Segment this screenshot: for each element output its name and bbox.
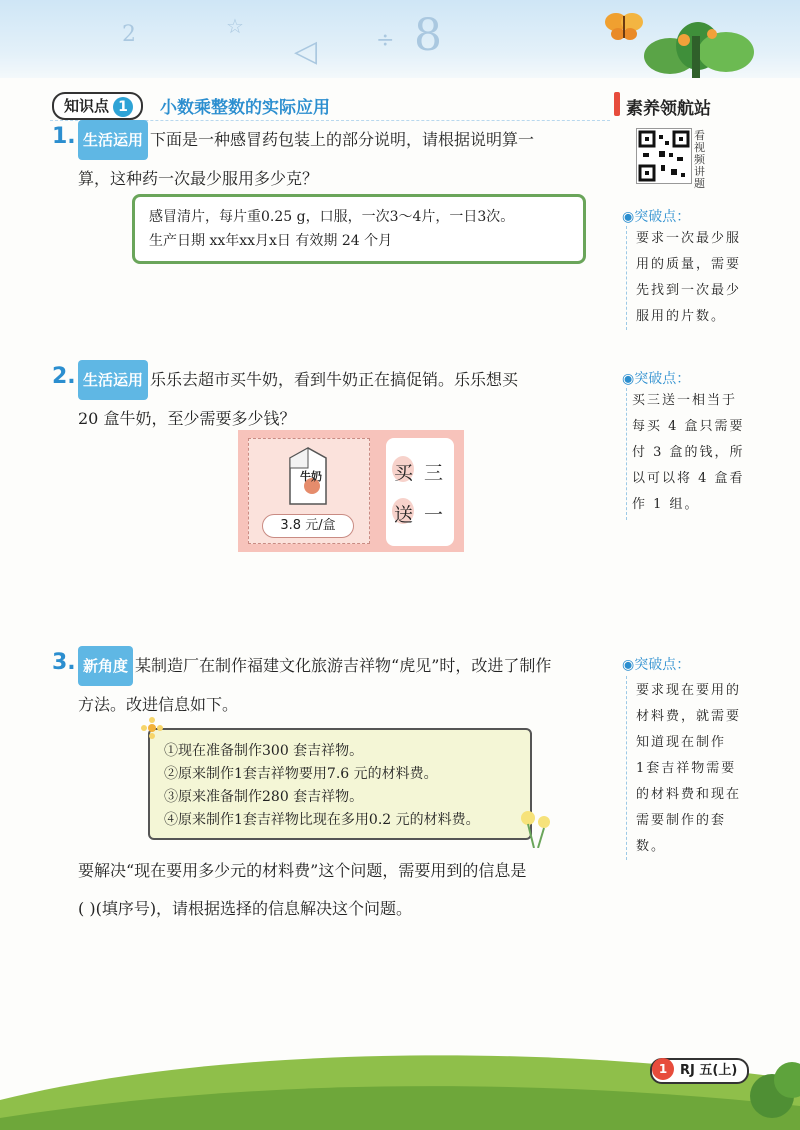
decor-triangle: ◁ xyxy=(294,34,318,69)
footer-hill xyxy=(0,1040,800,1130)
dandelion-icon xyxy=(514,808,558,852)
promo-char-give: 送 xyxy=(394,504,414,526)
medicine-info-line-1: 感冒清片，每片重0.25 g，口服，一次3～4片，一日3次。 xyxy=(149,209,515,225)
promo-card xyxy=(386,438,454,546)
milk-carton-label: 牛奶 xyxy=(300,470,322,483)
question-2-text: 生活运用 乐乐去超市买牛奶，看到牛奶正在搞促销。乐乐想买 20 盒牛奶，至少需要多少钱？ xyxy=(78,360,618,438)
sidebar-marker xyxy=(614,92,620,116)
answer-blank[interactable]: ( )(填序号)，请根据选择的信息解决这个问题。 xyxy=(78,899,413,918)
info-item-1: ①现在准备制作300 套吉祥物。 xyxy=(164,743,364,759)
book-label: RJ 五(上) xyxy=(650,1058,749,1084)
butterfly-icon xyxy=(604,8,644,46)
decor-number-2: 2 xyxy=(122,22,136,47)
info-item-4: ④原来制作1套吉祥物比现在多用0.2 元的材料费。 xyxy=(164,812,480,828)
tag-life-application: 生活运用 xyxy=(78,120,148,160)
question-number-3: 3. xyxy=(52,650,76,675)
question-3-followup: 要解决“现在要用多少元的材料费”这个问题，需要用到的信息是 ( )(填序号)，请根据选择的信息解决这个问题。 xyxy=(78,852,622,928)
section-title: 小数乘整数的实际应用 xyxy=(160,98,330,118)
tip-dot-icon: ◉ xyxy=(622,209,635,225)
milk-price-tag: 3.8 元/盒 xyxy=(262,514,354,538)
info-item-3: ③原来准备制作280 套吉祥物。 xyxy=(164,789,364,805)
sidebar-title: 素养领航站 xyxy=(626,99,711,119)
question-number-1: 1. xyxy=(52,124,76,149)
qr-code[interactable] xyxy=(636,128,692,184)
question-number-2: 2. xyxy=(52,364,76,389)
improvement-info-box xyxy=(148,728,532,840)
plant-decoration-icon xyxy=(640,16,760,82)
info-item-2: ②原来制作1套吉祥物要用7.6 元的材料费。 xyxy=(164,766,438,782)
promo-char-three: 三 xyxy=(424,462,444,484)
decor-divide: ÷ xyxy=(376,28,395,53)
tip-dot-icon: ◉ xyxy=(622,657,635,673)
question-3-text: 新角度 某制造厂在制作福建文化旅游吉祥物“虎见”时，改进了制作 方法。改进信息如下。 xyxy=(78,646,622,724)
tip-text-3: 要求现在要用的 材料费，就需要 知道现在制作 1套吉祥物需要 的材料费和现在 需要制作的套 数。 xyxy=(636,683,742,854)
decor-star: ☆ xyxy=(226,14,244,38)
tip-divider-2 xyxy=(626,388,627,520)
question-1-text: 生活运用 下面是一种感冒药包装上的部分说明，请根据说明算一 算，这种药一次最少服用多少克？ xyxy=(78,120,618,198)
decor-number-8: 8 xyxy=(414,10,442,61)
tip-dot-icon: ◉ xyxy=(622,371,635,387)
tip-label-3: ◉突破点： xyxy=(622,657,691,673)
promo-char-buy: 买 xyxy=(394,462,414,484)
qr-code-label: 看视频讲题 xyxy=(694,129,705,190)
tip-divider-3 xyxy=(626,676,627,860)
promo-char-one: 一 xyxy=(424,504,444,526)
tip-text-2: 买三送一相当于 每买 4 盒只需要 付 3 盒的钱，所 以可以将 4 盒看 作 1 组。 xyxy=(632,393,745,512)
tag-new-angle: 新角度 xyxy=(78,646,133,686)
medicine-info-line-2: 生产日期 xx年xx月x日 有效期 24 个月 xyxy=(149,233,393,249)
knowledge-point-number: 1 xyxy=(113,97,133,117)
knowledge-point-label xyxy=(52,92,143,120)
tip-text-1: 要求一次最少服 用的质量，需要 先找到一次最少 服用的片数。 xyxy=(636,231,742,324)
tip-label-2: ◉突破点： xyxy=(622,371,691,387)
page-number: 1 xyxy=(652,1058,674,1080)
tip-divider-1 xyxy=(626,226,627,330)
medicine-info-box xyxy=(132,194,586,264)
knowledge-point-text: 知识点 xyxy=(64,97,110,115)
tag-life-application: 生活运用 xyxy=(78,360,148,400)
tip-label-1: ◉突破点： xyxy=(622,209,691,225)
flower-icon xyxy=(140,716,164,744)
